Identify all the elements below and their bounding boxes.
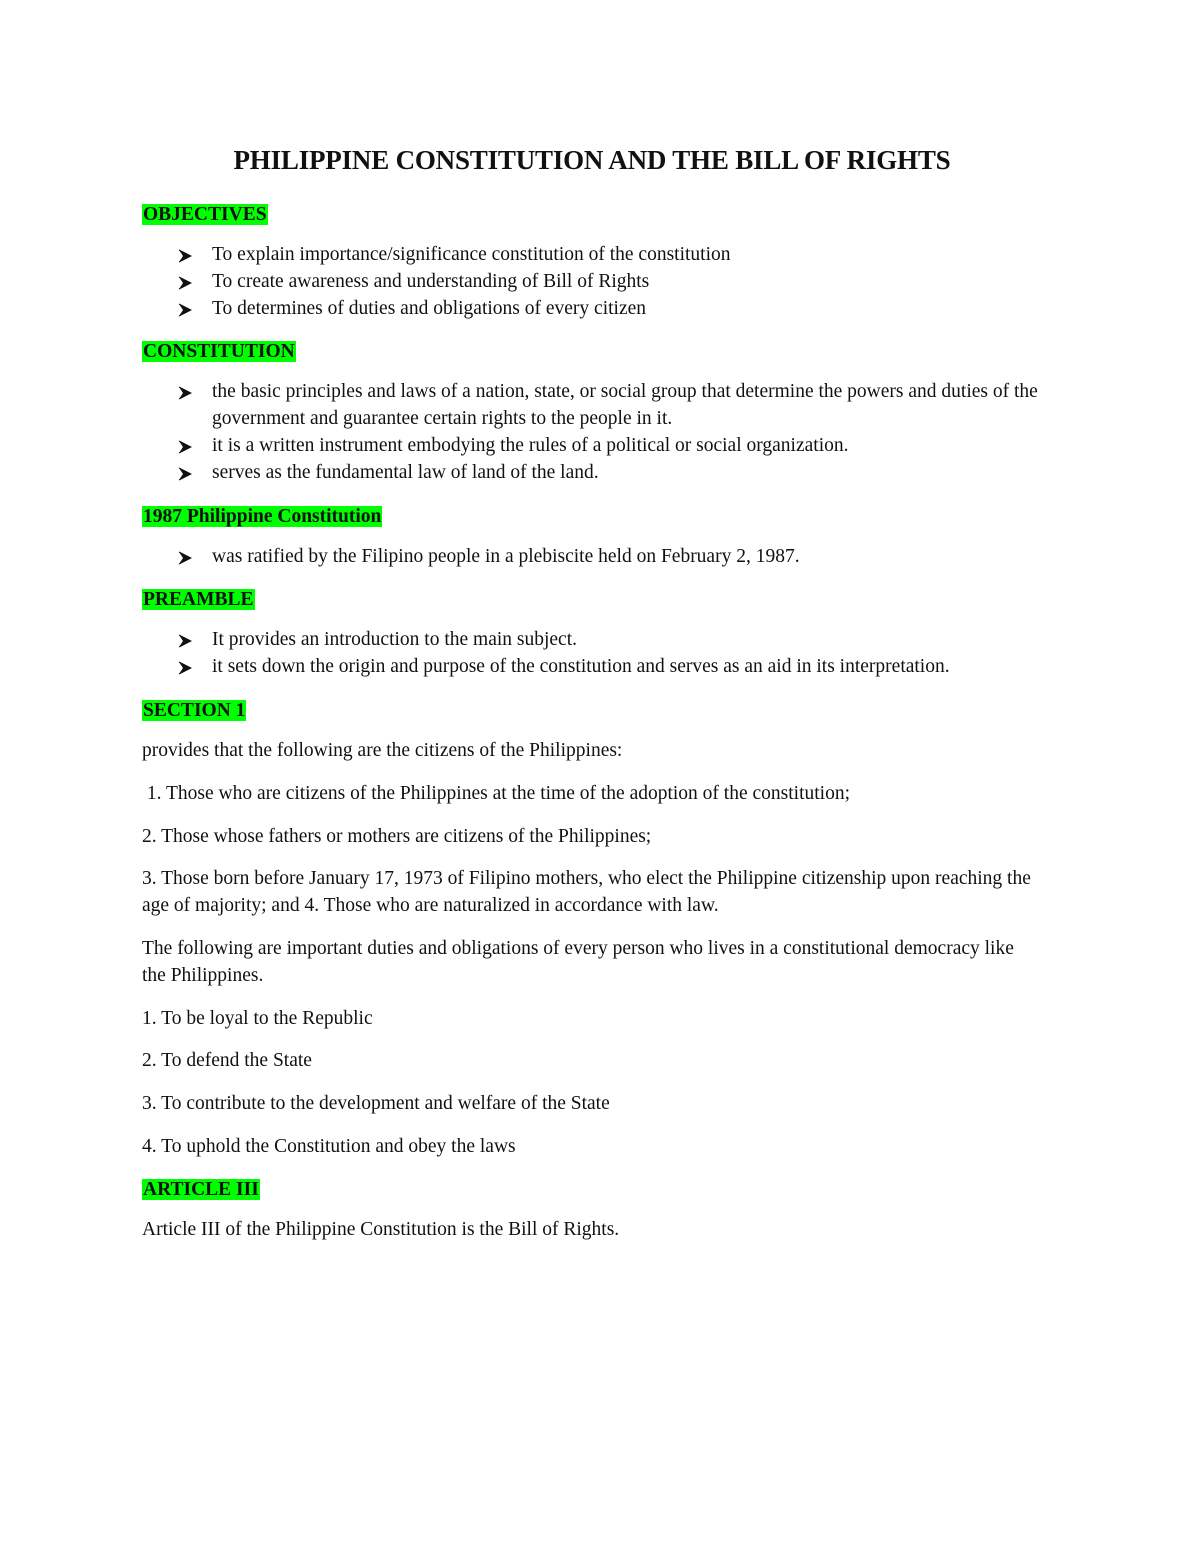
list-item — [142, 379, 1042, 433]
constitution-list — [142, 379, 1042, 486]
arrow-bullet-icon — [178, 276, 192, 290]
list-item-text: To explain importance/significance constitution of the constitution — [212, 244, 731, 265]
heading-objectives-text: OBJECTIVES — [143, 204, 267, 225]
list-item — [142, 269, 1042, 296]
list-item — [142, 242, 1042, 269]
paragraph: 3. To contribute to the development and welfare of the State — [142, 1093, 610, 1115]
heading-preamble-text: PREAMBLE — [143, 589, 254, 611]
arrow-bullet-icon — [178, 440, 192, 454]
preamble-list — [142, 627, 1042, 681]
paragraph: 1. Those who are citizens of the Philippines at the time of the adoption of the constitution; — [142, 782, 850, 804]
paragraph: provides that the following are the citizens of the Philippines: — [142, 739, 623, 761]
paragraph: 2. To defend the State — [142, 1050, 312, 1072]
arrow-bullet-icon — [178, 467, 192, 481]
arrow-bullet-icon — [178, 249, 192, 263]
ph1987-list — [142, 544, 1042, 571]
list-item — [142, 296, 1042, 323]
list-item-text: it is a written instrument embodying the rules of a political or social organization. — [212, 434, 849, 456]
list-item — [142, 627, 1042, 654]
heading-preamble — [142, 587, 1042, 613]
arrow-bullet-icon — [178, 551, 192, 565]
arrow-bullet-icon — [178, 634, 192, 648]
heading-constitution — [142, 339, 1042, 365]
list-item — [142, 460, 1042, 487]
arrow-bullet-icon — [178, 661, 192, 675]
document-title: PHILIPPINE CONSTITUTION AND THE BILL OF RIGHTS — [233, 145, 951, 175]
paragraph: 2. Those whose fathers or mothers are citizens of the Philippines; — [142, 825, 652, 847]
list-item-text: was ratified by the Filipino people in a plebiscite held on February 2, 1987. — [212, 545, 800, 567]
heading-constitution-text: CONSTITUTION — [143, 341, 295, 363]
paragraph: 3. Those born before January 17, 1973 of Filipino mothers, who elect the Philippine citizenship upon reaching the age of majority; and 4. Those who are naturalized in accordance with law. — [142, 868, 1031, 917]
paragraph: The following are important duties and obligations of every person who lives in a constitutional democracy like the Philippines. — [142, 937, 1014, 986]
list-item-text: To determines of duties and obligations of every citizen — [212, 297, 647, 319]
heading-article-3 — [142, 1177, 1042, 1203]
paragraph: 1. To be loyal to the Republic — [142, 1007, 373, 1029]
heading-1987-constitution — [142, 504, 1042, 530]
paragraph: 4. To uphold the Constitution and obey the laws — [142, 1135, 516, 1157]
heading-section-1 — [142, 698, 1042, 724]
document-page — [142, 140, 1042, 1260]
heading-1987-constitution-text: 1987 Philippine Constitution — [143, 505, 382, 527]
list-item-text: To create awareness and understanding of Bill of Rights — [212, 270, 650, 292]
heading-objectives — [142, 202, 1042, 228]
list-item — [142, 654, 1042, 681]
list-item — [142, 544, 1042, 571]
list-item — [142, 433, 1042, 460]
list-item-text: the basic principles and laws of a nation, state, or social group that determine the powers and duties of the government and guarantee certain rights to the people in it. — [212, 381, 1038, 430]
arrow-bullet-icon — [178, 386, 192, 400]
list-item-text: it sets down the origin and purpose of the constitution and serves as an aid in its interpretation. — [212, 656, 950, 678]
arrow-bullet-icon — [178, 303, 192, 317]
objectives-list — [142, 242, 1042, 322]
heading-section-1-text: SECTION 1 — [143, 699, 246, 721]
list-item-text: serves as the fundamental law of land of the land. — [212, 461, 599, 483]
list-item-text: It provides an introduction to the main subject. — [212, 629, 578, 651]
paragraph: Article III of the Philippine Constitution is the Bill of Rights. — [142, 1218, 620, 1240]
heading-article-3-text: ARTICLE III — [143, 1178, 259, 1200]
